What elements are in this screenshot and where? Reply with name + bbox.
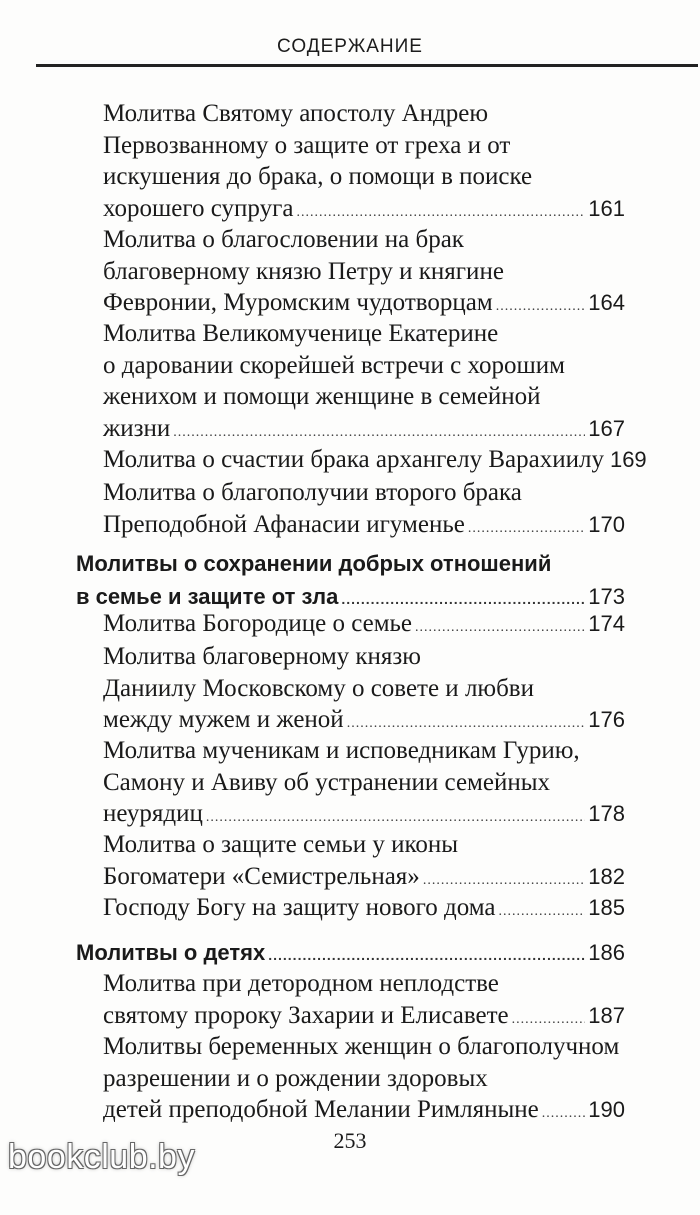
page-ref: 173	[588, 584, 625, 609]
toc-line: Богоматери «Семистрельная»	[103, 862, 420, 890]
page-ref: 187	[588, 1002, 625, 1028]
toc-last-line	[103, 1094, 625, 1130]
toc-line: Молитвы беременных женщин о благополучном	[103, 1033, 620, 1060]
toc-line: женихом и помощи женщине в семейной	[103, 383, 541, 410]
toc-last-line	[103, 892, 625, 928]
toc-entry	[103, 892, 625, 928]
toc-line: разрешении и о рождении здоровых	[103, 1064, 488, 1092]
toc-entry	[103, 968, 625, 1035]
dot-leader	[542, 1098, 586, 1130]
page-ref: 186	[588, 940, 625, 965]
page-ref: 190	[588, 1097, 625, 1122]
toc-entry	[103, 444, 647, 480]
toc-entry	[103, 829, 625, 896]
running-head: СОДЕРЖАНИЕ	[277, 36, 423, 57]
toc-line: Молитва о благословении на брак	[103, 226, 464, 253]
header-rule	[36, 64, 698, 67]
toc-last-line	[103, 608, 625, 644]
toc-line: Молитва Святому апостолу Андрею	[103, 100, 488, 127]
dot-leader	[468, 513, 585, 545]
page-ref: 174	[588, 611, 625, 636]
page-ref: 182	[588, 863, 625, 889]
page-number: 253	[333, 1128, 367, 1153]
toc-line: Молитва мученикам и исповедникам Гурию,	[103, 737, 580, 764]
toc-last-line	[103, 444, 647, 480]
toc-last-line	[103, 193, 625, 229]
toc-line: Молитвы о сохранении добрых отношений	[76, 551, 552, 576]
dot-leader	[415, 612, 585, 644]
toc-line: Молитва о защите семьи у иконы	[103, 831, 459, 858]
toc-entry	[103, 318, 625, 448]
toc-line: святому пророку Захарии и Елисавете	[103, 1001, 509, 1029]
toc-last-line	[103, 861, 625, 897]
toc-line: искушения до брака, о помощи в поиске	[103, 163, 533, 190]
toc-section	[76, 936, 625, 972]
toc-line: Даниилу Московскому о совете и любви	[103, 674, 534, 702]
page-ref: 170	[588, 511, 625, 537]
toc-line: жизни	[103, 414, 171, 442]
toc-line: Молитвы о детях	[76, 940, 266, 965]
watermark-logo: bookclub.by	[8, 1138, 195, 1176]
toc-line: между мужем и женой	[103, 706, 344, 733]
toc-section	[76, 547, 625, 616]
toc-line: Молитва благоверному князю	[103, 643, 421, 670]
toc-entry	[103, 98, 625, 228]
toc-last-line	[76, 936, 625, 972]
toc-last-line	[103, 1000, 625, 1036]
page-ref: 167	[588, 415, 625, 441]
toc-entry	[103, 224, 625, 323]
toc-entry	[103, 1031, 625, 1130]
toc-last-line	[103, 509, 625, 545]
toc-line: Молитва при детородном неплодстве	[103, 970, 499, 997]
toc-line: Самону и Авиву об устранении семейных	[103, 768, 551, 796]
page-ref: 178	[588, 801, 625, 826]
toc-line: в семье и защите от зла	[76, 584, 339, 609]
toc-last-line	[103, 413, 625, 449]
toc-line: неурядиц	[103, 800, 203, 827]
toc-line: Февронии, Муромским чудотворцам	[103, 289, 493, 316]
toc-line: о даровании скорейшей встречи с хорошим	[103, 351, 565, 379]
toc-line: хорошего супруга	[103, 194, 294, 222]
toc-line: детей преподобной Мелании Римляныне	[103, 1096, 539, 1123]
dot-leader	[499, 896, 586, 928]
toc-entry	[103, 477, 625, 544]
toc-line: Молитва Великомученице Екатерине	[103, 320, 499, 347]
page-ref: 169	[609, 447, 647, 472]
page-ref: 176	[588, 707, 625, 732]
toc-entry	[103, 608, 625, 644]
page-ref: 161	[588, 195, 625, 221]
toc-line: Господу Богу на защиту нового дома	[103, 894, 496, 921]
page-ref: 185	[588, 895, 625, 920]
toc-line: Молитва о благополучии второго брака	[103, 479, 522, 506]
toc-line: Преподобной Афанасии игуменье	[103, 510, 465, 538]
toc-line: благоверному князю Петру и княгине	[103, 257, 504, 285]
page-ref: 164	[588, 290, 625, 315]
toc-line: Молитва о счастии брака архангелу Варахиилу	[103, 446, 604, 473]
toc-entry	[103, 735, 625, 834]
toc-line: Молитва Богородице о семье	[103, 610, 413, 637]
toc-entry	[103, 641, 625, 740]
toc-line: Первозванному о защите от греха и от	[103, 131, 511, 159]
